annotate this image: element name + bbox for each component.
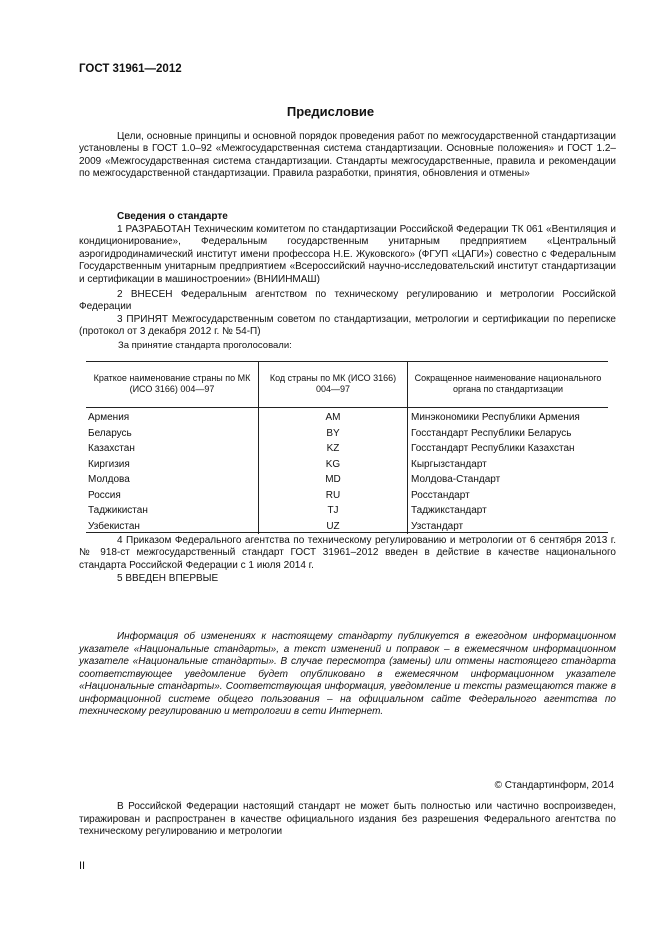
country-cell: Киргизия [88, 458, 130, 470]
body-cell: Кыргызстандарт [408, 457, 609, 473]
column-header-body: Сокращенное наименование национального органа по стандартизации [408, 361, 609, 408]
table-row [86, 408, 608, 426]
country-cell: Узбекистан [88, 520, 140, 532]
country-cell: Молдова [88, 474, 130, 486]
code-cell: BY [259, 426, 408, 442]
column-header-code: Код страны по МК (ИСО 3166) 004—97 [259, 361, 408, 408]
table-header-row [86, 361, 608, 408]
code-cell: AM [259, 408, 408, 426]
body-cell: Минэкономики Республики Армения [408, 408, 609, 426]
body-cell: Узстандарт [408, 519, 609, 535]
item-1-developed: 1 РАЗРАБОТАН Техническим комитетом по стандартизации Российской Федерации ТК 061 «Вентиляция и кондиционирование», Федеральным государственным унитарным предприятием «Центральный аэрогидродинамический институт имени профессора Н.Е. Жуковского» (ФГУП «ЦАГИ») совестно с Федеральным Государственным унитарным предприятием «Всероссийский научно-исследовательский институт стандартизации и сертификации в машиностроении» (ВНИИНМАШ) [79, 224, 616, 285]
reproduction-notice: В Российской Федерации настоящий стандарт не может быть полностью или частично воспроизведен, тиражирован и распространен в качестве официального издания без разрешения Федерального агентства по техническому регулированию и метрологии [79, 801, 616, 838]
item-4-enacted: 4 Приказом Федерального агентства по техническому регулированию и метрологии от 6 сентября 2013 г. № 918-ст межгосударственный стандарт ГОСТ 31961–2012 введен в действие в качестве национального стандарта Российской Федерации с 1 июля 2014 г. [79, 535, 616, 571]
item-2-submitted: 2 ВНЕСЕН Федеральным агентством по техническому регулированию и метрологии Российской Федерации [79, 289, 616, 313]
table-row [86, 503, 608, 519]
column-header-country: Краткое наименование страны по МК (ИСО 3166) 004—97 [86, 361, 259, 408]
table-row [86, 441, 608, 457]
page-title: Предисловие [286, 104, 375, 119]
change-notice-paragraph: Информация об изменениях к настоящему стандарту публикуется в ежегодном информационном указателе «Национальные стандарты», а текст изменений и поправок – в ежемесячном информационном указателе «Национальные стандарты». В случае пересмотра (замены) или отмены настоящего стандарта соответствующее уведомление будет опубликовано в ежемесячном информационном указателе «Национальные стандарты». Соответствующая информация, уведомление и тексты размещаются также в информационной системе общего пользования – на официальном сайте Федерального агентства по техническому регулированию и метрологии в сети Интернет. [79, 631, 616, 717]
info-heading: Сведения о стандарте [117, 211, 228, 222]
country-cell: Казахстан [88, 443, 135, 455]
voting-countries-table [86, 361, 608, 534]
country-cell: Таджикистан [88, 505, 148, 517]
code-cell: TJ [259, 503, 408, 519]
code-cell: UZ [259, 519, 408, 535]
votes-label: За принятие стандарта проголосовали: [118, 340, 292, 351]
standard-code-header: ГОСТ 31961—2012 [79, 63, 182, 75]
intro-paragraph: Цели, основные принципы и основной порядок проведения работ по межгосударственной стандартизации установлены в ГОСТ 1.0–92 «Межгосударственная система стандартизации. Основные положения» и ГОСТ 1.2–2009 «Межгосударственная система стандартизации. Стандарты межгосударственные, правила и рекомендации по межгосударственной стандартизации. Правила разработки, принятия, обновления и отмены» [79, 131, 616, 180]
item-5-introduced: 5 ВВЕДЕН ВПЕРВЫЕ [117, 573, 219, 584]
body-cell: Росстандарт [408, 488, 609, 504]
table-row [86, 472, 608, 488]
table-row [86, 488, 608, 504]
body-cell: Молдова-Стандарт [408, 472, 609, 488]
body-cell: Таджикстандарт [408, 503, 609, 519]
item-3-adopted: 3 ПРИНЯТ Межгосударственным советом по стандартизации, метрологии и сертификации по переписке (протокол от 3 декабря 2012 г. № 54-П) [79, 314, 616, 338]
code-cell: KZ [259, 441, 408, 457]
country-cell: Беларусь [88, 427, 132, 439]
code-cell: KG [259, 457, 408, 473]
table-row [86, 426, 608, 442]
copyright-line: © Стандартинформ, 2014 [494, 780, 614, 791]
table-bottom-rule [86, 532, 608, 533]
code-cell: RU [259, 488, 408, 504]
body-cell: Госстандарт Республики Казахстан [408, 441, 609, 457]
table-row [86, 457, 608, 473]
country-cell: Армения [88, 412, 130, 424]
code-cell: MD [259, 472, 408, 488]
page-number: II [79, 860, 86, 872]
body-cell: Госстандарт Республики Беларусь [408, 426, 609, 442]
country-cell: Россия [88, 489, 121, 501]
